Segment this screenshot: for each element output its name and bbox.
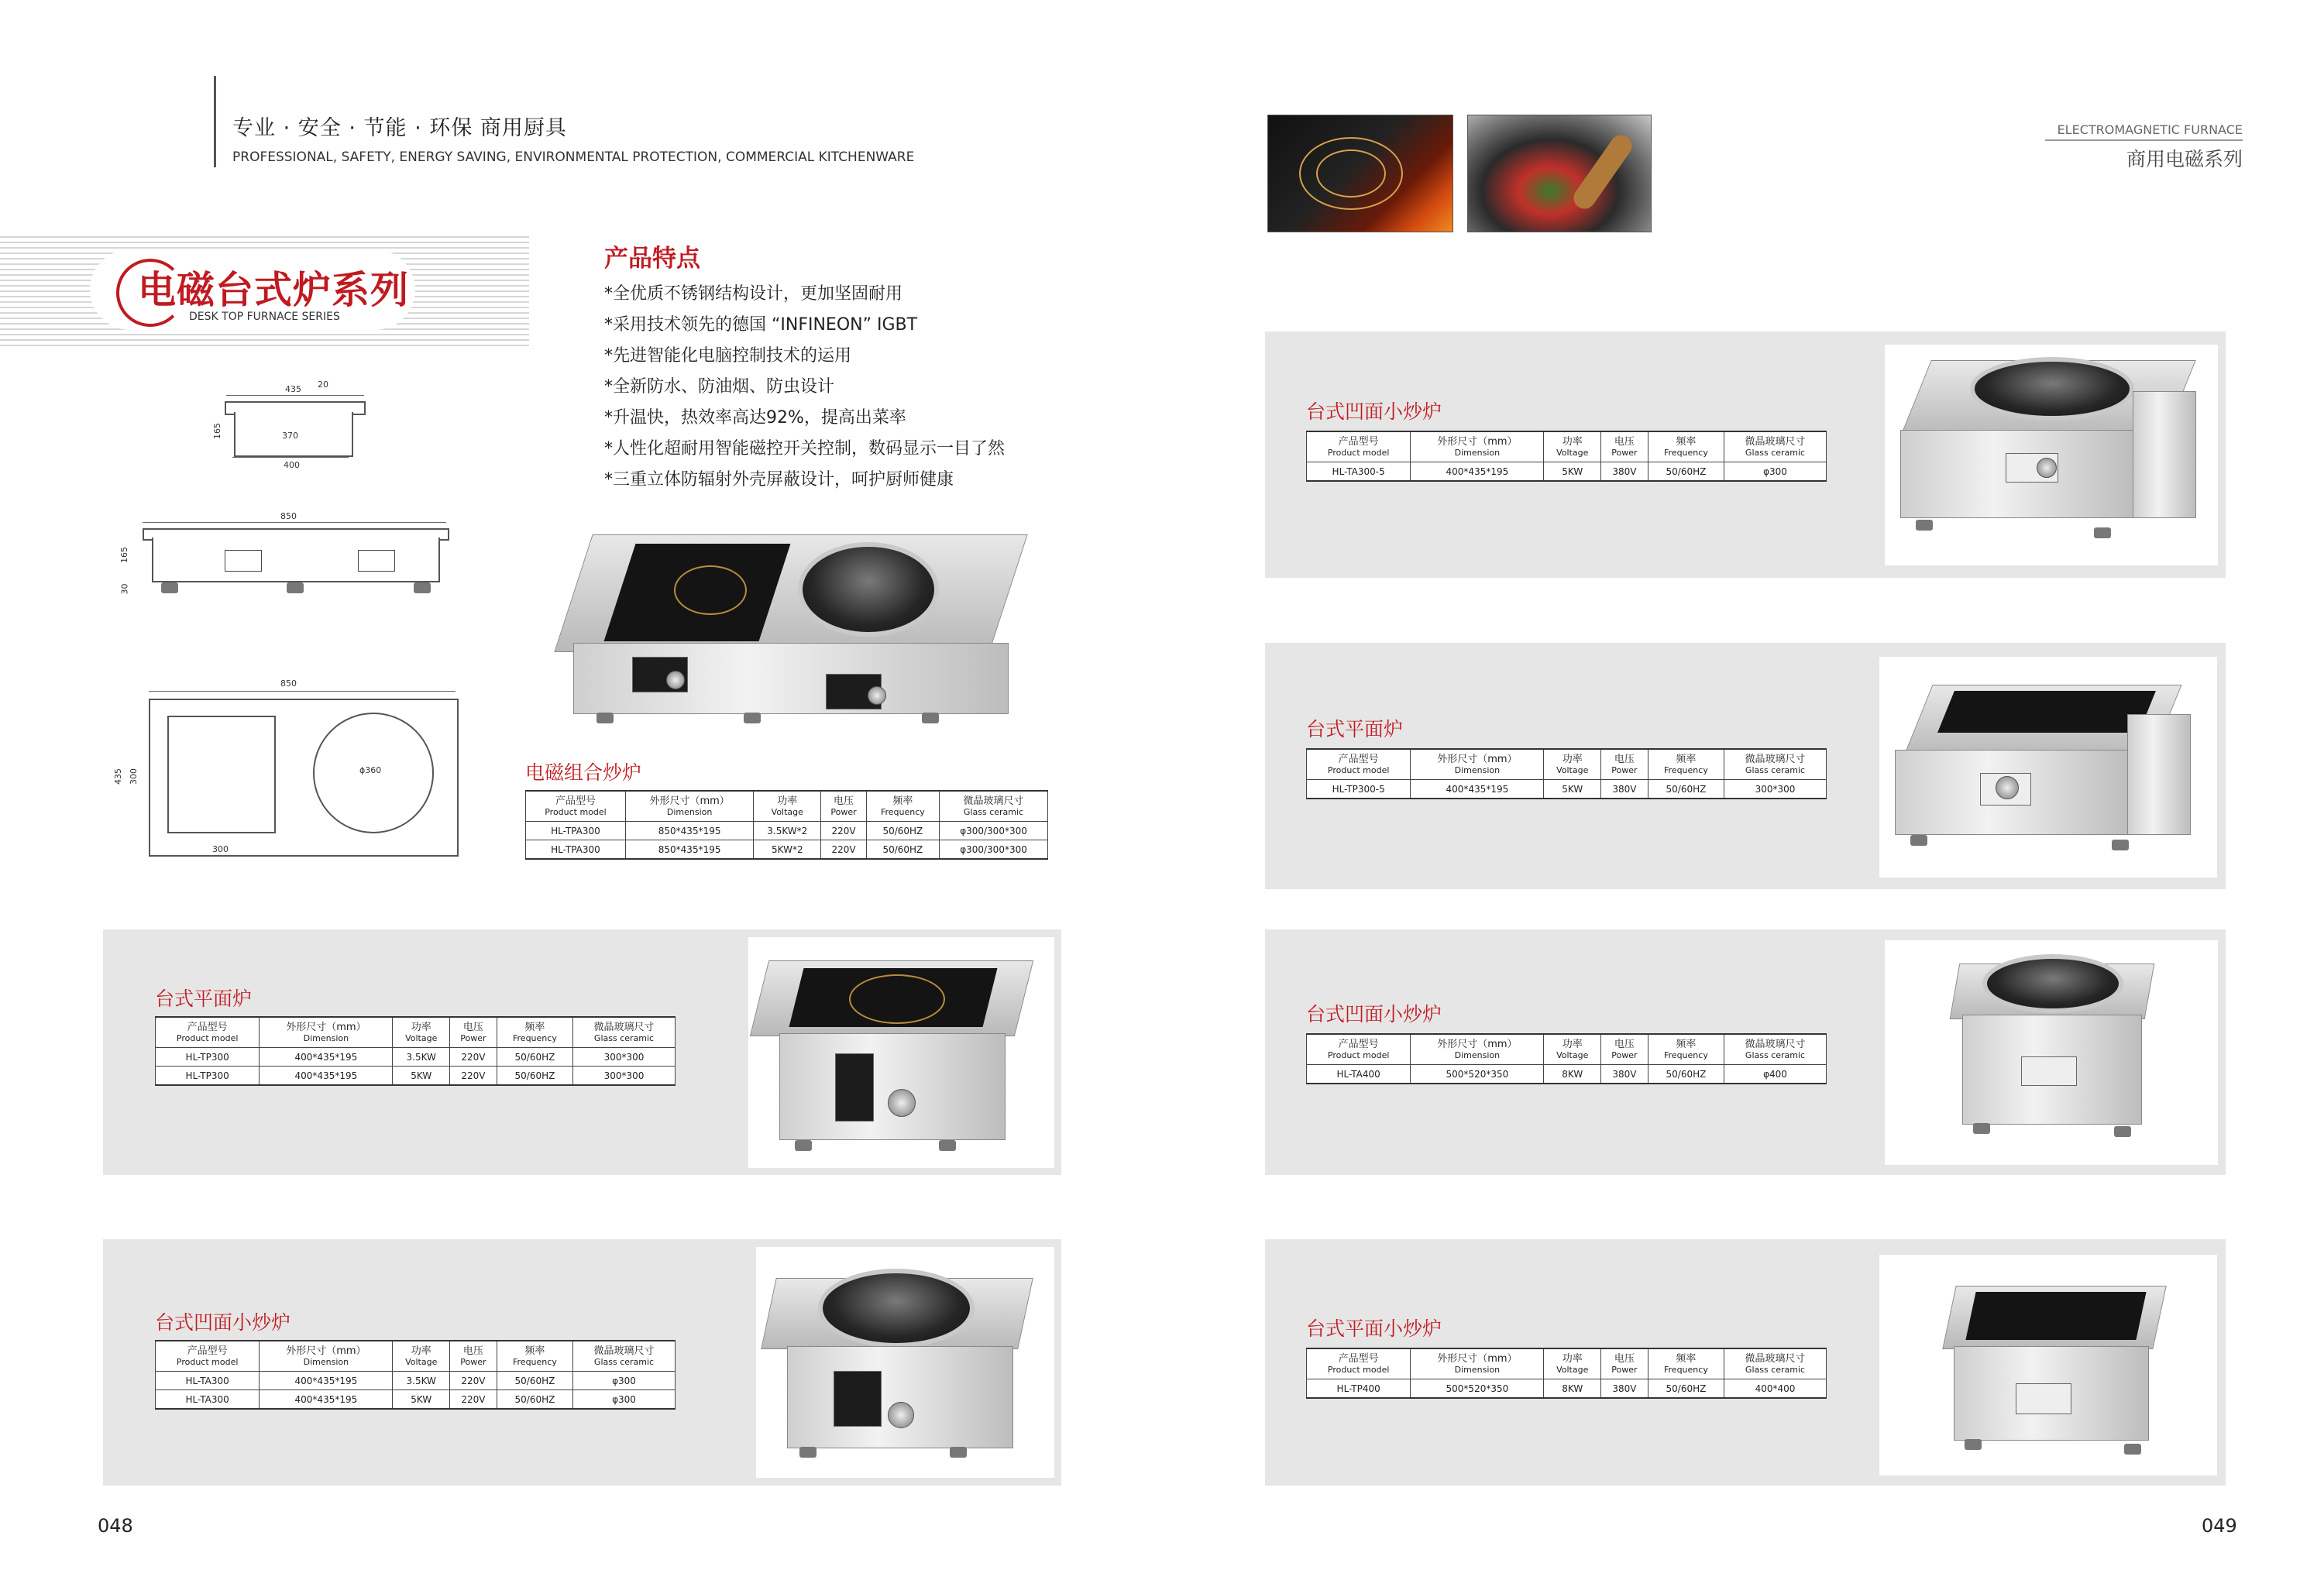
- concave-furnace-8kw-image: [1885, 940, 2218, 1165]
- table-row: HL-TPA300 850*435*195 5KW*2 220V 50/60HZ φ300/300*300: [526, 840, 1048, 860]
- combo-furnace-image: [558, 519, 1038, 782]
- header-divider: [214, 76, 216, 167]
- spec-table-right-3: 产品型号 Product model 外形尺寸（mm） Dimension 功率 Voltage 电压 Power 频率 Frequency 微晶玻璃尺寸 Glass ceramic HL-TA400 500*520*350 8KW 380V 50/60HZ φ400: [1306, 1033, 1827, 1084]
- series-title-cn: 电磁台式炉系列: [138, 268, 410, 312]
- features-title: 产品特点: [604, 245, 700, 273]
- wok-cooking-photo: [1467, 115, 1652, 232]
- flat-furnace-8kw-image: [1879, 1255, 2217, 1475]
- induction-hob-photo: [1267, 115, 1453, 232]
- spec-table-right-4: 产品型号 Product model 外形尺寸（mm） Dimension 功率 Voltage 电压 Power 频率 Frequency 微晶玻璃尺寸 Glass ceramic HL-TP400 500*520*350 8KW 380V 50/60HZ 400*400: [1306, 1348, 1827, 1399]
- feature-item: *三重立体防辐射外壳屏蔽设计，呵护厨师健康: [604, 470, 954, 489]
- table-row: HL-TP400 500*520*350 8KW 380V 50/60HZ 400*400: [1307, 1379, 1827, 1399]
- feature-item: *先进智能化电脑控制技术的运用: [604, 346, 852, 366]
- product-title-right-3: 台式凹面小炒炉: [1306, 1003, 1442, 1025]
- concave-furnace-5kw-image: [1885, 345, 2218, 565]
- drawing-side-view: 435 20 165 370 400: [209, 380, 380, 472]
- page-number-left: 048: [98, 1515, 133, 1537]
- product-title-combo: 电磁组合炒炉: [525, 761, 642, 784]
- feature-item: *人性化超耐用智能磁控开关控制，数码显示一目了然: [604, 439, 1006, 459]
- table-row: HL-TP300-5 400*435*195 5KW 380V 50/60HZ 300*300: [1307, 780, 1827, 799]
- table-row: HL-TPA300 850*435*195 3.5KW*2 220V 50/60HZ φ300/300*300: [526, 822, 1048, 840]
- flat-furnace-image: [748, 937, 1054, 1168]
- product-title-right-4: 台式平面小炒炉: [1306, 1317, 1442, 1340]
- product-title-left-concave: 台式凹面小炒炉: [155, 1311, 291, 1334]
- table-row: HL-TP300 400*435*195 5KW 220V 50/60HZ 300*300: [156, 1067, 676, 1086]
- spec-table-left-flat: 产品型号 Product model 外形尺寸（mm） Dimension 功率 Voltage 电压 Power 频率 Frequency 微晶玻璃尺寸 Glass ceramic HL-TP300 400*435*195 3.5KW 220V 50/60HZ 300*300 HL-TP300 400*435*195 5KW 220V 50/60HZ 300*300: [155, 1016, 676, 1086]
- feature-item: *升温快，热效率高达92%，提高出菜率: [604, 408, 906, 428]
- product-title-left-flat: 台式平面炉: [155, 988, 253, 1010]
- product-title-right-2: 台式平面炉: [1306, 718, 1404, 740]
- spec-table-right-2: 产品型号 Product model 外形尺寸（mm） Dimension 功率 Voltage 电压 Power 频率 Frequency 微晶玻璃尺寸 Glass ceramic HL-TP300-5 400*435*195 5KW 380V 50/60HZ 300*300: [1306, 748, 1827, 799]
- spec-table-combo: 产品型号 Product model 外形尺寸（mm） Dimension 功率 Voltage 电压 Power 频率 Frequency 微晶玻璃尺寸 Glass ceramic HL-TPA300 850*435*195 3.5KW*2 220V 50/60HZ φ300/300*300 HL-TPA300 850*435*195 5KW*2 220V 50/60HZ φ300/300*300: [525, 790, 1048, 860]
- product-title-right-1: 台式凹面小炒炉: [1306, 400, 1442, 423]
- feature-item: *全优质不锈钢结构设计，更加坚固耐用: [604, 284, 903, 304]
- section-title-cn: 商用电磁系列: [2126, 148, 2243, 170]
- header-slogan-en: PROFESSIONAL, SAFETY, ENERGY SAVING, ENVIRONMENTAL PROTECTION, COMMERCIAL KITCHENWARE: [232, 149, 915, 165]
- features-list: [604, 279, 1005, 496]
- flat-furnace-5kw-image: [1879, 657, 2217, 878]
- page-number-right: 049: [2202, 1515, 2237, 1537]
- drawing-front-view: 850 165 30: [116, 511, 457, 604]
- drawing-top-view: 850 ϕ360 435 300 300: [108, 678, 465, 872]
- spec-table-left-concave: 产品型号 Product model 外形尺寸（mm） Dimension 功率 Voltage 电压 Power 频率 Frequency 微晶玻璃尺寸 Glass ceramic HL-TA300 400*435*195 3.5KW 220V 50/60HZ φ300 HL-TA300 400*435*195 5KW 220V 50/60HZ φ300: [155, 1340, 676, 1410]
- feature-item: *全新防水、防油烟、防虫设计: [604, 377, 835, 397]
- feature-item: *采用技术领先的德国 “INFINEON” IGBT: [604, 315, 918, 335]
- series-title-en: DESK TOP FURNACE SERIES: [189, 311, 340, 323]
- header-slogan-cn: 专业 · 安全 · 节能 · 环保 商用厨具: [232, 116, 567, 140]
- section-title-en: ELECTROMAGNETIC FURNACE: [2057, 122, 2243, 137]
- table-row: HL-TA300-5 400*435*195 5KW 380V 50/60HZ φ300: [1307, 462, 1827, 482]
- spec-table-right-1: 产品型号 Product model 外形尺寸（mm） Dimension 功率 Voltage 电压 Power 频率 Frequency 微晶玻璃尺寸 Glass ceramic HL-TA300-5 400*435*195 5KW 380V 50/60HZ φ300: [1306, 431, 1827, 482]
- table-row: HL-TP300 400*435*195 3.5KW 220V 50/60HZ 300*300: [156, 1048, 676, 1067]
- concave-furnace-image: [756, 1247, 1054, 1478]
- table-row: HL-TA400 500*520*350 8KW 380V 50/60HZ φ400: [1307, 1065, 1827, 1084]
- section-title-rule: [2045, 139, 2243, 141]
- table-row: HL-TA300 400*435*195 3.5KW 220V 50/60HZ φ300: [156, 1372, 676, 1390]
- table-row: HL-TA300 400*435*195 5KW 220V 50/60HZ φ300: [156, 1390, 676, 1410]
